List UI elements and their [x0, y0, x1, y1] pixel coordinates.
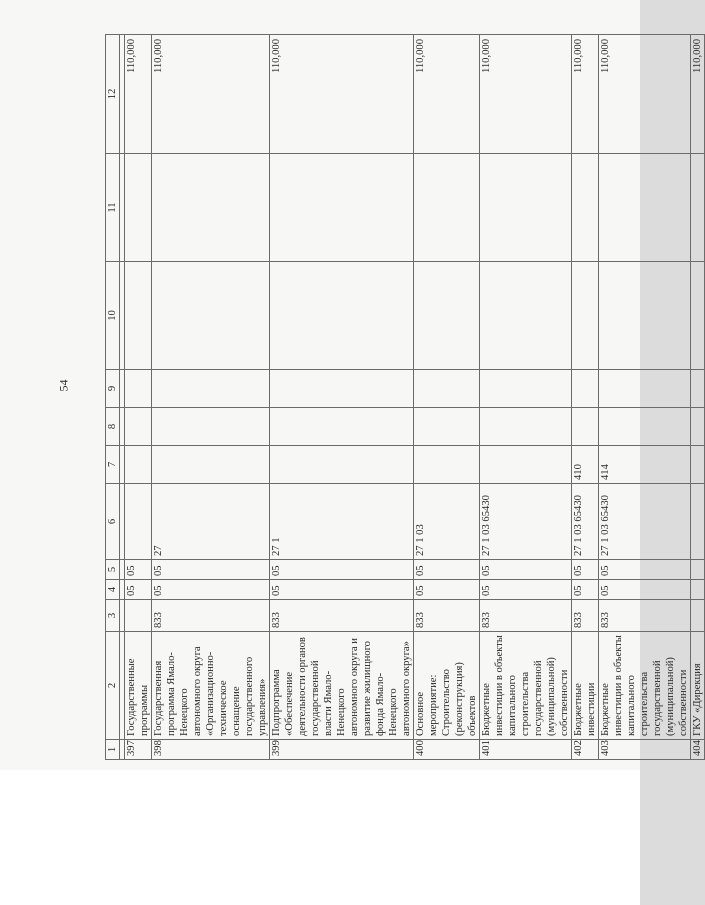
cell-col8 — [691, 408, 705, 446]
cell-col10 — [599, 262, 691, 370]
column-header: 10 — [106, 262, 120, 370]
cell-col5: 05 — [572, 560, 599, 580]
cell-col4: 05 — [572, 580, 599, 600]
cell-col8 — [125, 408, 152, 446]
cell-col7 — [480, 446, 572, 484]
blank-page-area — [0, 770, 640, 905]
cell-col6: 27 1 — [270, 484, 414, 560]
budget-table — [105, 34, 705, 760]
cell-col4: 05 — [480, 580, 572, 600]
cell-col6: 27 1 03 65430 — [480, 484, 572, 560]
cell-col3 — [125, 600, 152, 632]
row-name: Государственные программы — [125, 632, 152, 740]
cell-amount: 110,000 — [480, 35, 572, 154]
cell-col3: 833 — [480, 600, 572, 632]
cell-col7 — [152, 446, 270, 484]
cell-col4: 05 — [270, 580, 414, 600]
cell-col4: 05 — [599, 580, 691, 600]
cell-amount: 110,000 — [691, 35, 705, 154]
row-number: 400 — [414, 740, 480, 760]
cell-col6: 27 1 03 — [414, 484, 480, 560]
column-header: 2 — [106, 632, 120, 740]
cell-col6 — [125, 484, 152, 560]
cell-col8 — [414, 408, 480, 446]
cell-col11 — [414, 154, 480, 262]
cell-col4: 05 — [125, 580, 152, 600]
cell-col5: 05 — [152, 560, 270, 580]
row-number: 399 — [270, 740, 414, 760]
cell-col9 — [572, 370, 599, 408]
cell-col8 — [599, 408, 691, 446]
cell-amount: 110,000 — [125, 35, 152, 154]
cell-col11 — [572, 154, 599, 262]
cell-col3: 833 — [599, 600, 691, 632]
column-header: 6 — [106, 484, 120, 560]
cell-col11 — [480, 154, 572, 262]
column-header: 8 — [106, 408, 120, 446]
cell-col8 — [480, 408, 572, 446]
cell-col4: 05 — [152, 580, 270, 600]
cell-col3: 833 — [572, 600, 599, 632]
row-name: Бюджетные инвестиции в объекты капитального строительства государственной (муниципальной) собственности — [599, 632, 691, 740]
cell-col11 — [125, 154, 152, 262]
cell-col10 — [414, 262, 480, 370]
row-number: 403 — [599, 740, 691, 760]
table-row — [691, 35, 705, 760]
row-name: Бюджетные инвестиции — [572, 632, 599, 740]
cell-col9 — [125, 370, 152, 408]
cell-amount: 110,000 — [270, 35, 414, 154]
cell-col6: 27 1 03 65430 — [572, 484, 599, 560]
column-header: 1 — [106, 740, 120, 760]
column-header: 11 — [106, 154, 120, 262]
cell-col4 — [691, 580, 705, 600]
cell-col6: 27 — [152, 484, 270, 560]
cell-col5: 05 — [125, 560, 152, 580]
row-number: 402 — [572, 740, 599, 760]
cell-col7: 410 — [572, 446, 599, 484]
table-row — [414, 35, 480, 760]
table-row — [599, 35, 691, 760]
row-name: Государственная программа Ямало-Ненецкого автономного округа «Организационно-техническое оснащение государственного управления» — [152, 632, 270, 740]
cell-amount: 110,000 — [152, 35, 270, 154]
column-header: 7 — [106, 446, 120, 484]
cell-col7 — [270, 446, 414, 484]
cell-col6 — [691, 484, 705, 560]
cell-col9 — [691, 370, 705, 408]
cell-col5: 05 — [480, 560, 572, 580]
cell-col11 — [599, 154, 691, 262]
cell-col7 — [125, 446, 152, 484]
cell-col9 — [270, 370, 414, 408]
cell-col10 — [691, 262, 705, 370]
cell-col3: 833 — [414, 600, 480, 632]
rotated-table-container — [105, 35, 703, 760]
cell-col10 — [572, 262, 599, 370]
cell-amount: 110,000 — [572, 35, 599, 154]
page-number: 54 — [56, 379, 71, 392]
column-header: 5 — [106, 560, 120, 580]
row-name: Подпрограмма «Обеспечение деятельности органов государственной власти Ямало-Ненецкого автономного округа и развитие жилищного фонда Ямало-Ненецкого автономного округа» — [270, 632, 414, 740]
cell-amount: 110,000 — [599, 35, 691, 154]
cell-col5: 05 — [599, 560, 691, 580]
row-number: 401 — [480, 740, 572, 760]
cell-col10 — [125, 262, 152, 370]
cell-col4: 05 — [414, 580, 480, 600]
cell-col11 — [152, 154, 270, 262]
table-row — [270, 35, 414, 760]
cell-col10 — [270, 262, 414, 370]
row-name: ГКУ «Дирекция — [691, 632, 705, 740]
cell-col10 — [480, 262, 572, 370]
column-header: 4 — [106, 580, 120, 600]
cell-col8 — [270, 408, 414, 446]
table-row — [125, 35, 152, 760]
column-number-header-row — [106, 35, 120, 760]
row-number: 397 — [125, 740, 152, 760]
cell-col3 — [691, 600, 705, 632]
cell-col5: 05 — [414, 560, 480, 580]
column-header: 12 — [106, 35, 120, 154]
cell-col7: 414 — [599, 446, 691, 484]
cell-col11 — [270, 154, 414, 262]
cell-col9 — [414, 370, 480, 408]
row-name: Бюджетные инвестиции в объекты капитального строительства государственной (муниципальной) собственности — [480, 632, 572, 740]
cell-col3: 833 — [270, 600, 414, 632]
cell-col7 — [691, 446, 705, 484]
cell-col9 — [480, 370, 572, 408]
cell-col5 — [691, 560, 705, 580]
table-row — [572, 35, 599, 760]
cell-col3: 833 — [152, 600, 270, 632]
cell-col10 — [152, 262, 270, 370]
row-number: 398 — [152, 740, 270, 760]
cell-col5: 05 — [270, 560, 414, 580]
column-header: 9 — [106, 370, 120, 408]
cell-amount: 110,000 — [414, 35, 480, 154]
row-number: 404 — [691, 740, 705, 760]
cell-col9 — [152, 370, 270, 408]
cell-col11 — [691, 154, 705, 262]
cell-col6: 27 1 03 65430 — [599, 484, 691, 560]
cell-col8 — [572, 408, 599, 446]
cell-col7 — [414, 446, 480, 484]
cell-col8 — [152, 408, 270, 446]
table-row — [152, 35, 270, 760]
table-row — [480, 35, 572, 760]
row-name: Основное мероприятие: Строительство (реконструкция) объектов — [414, 632, 480, 740]
cell-col9 — [599, 370, 691, 408]
column-header: 3 — [106, 600, 120, 632]
